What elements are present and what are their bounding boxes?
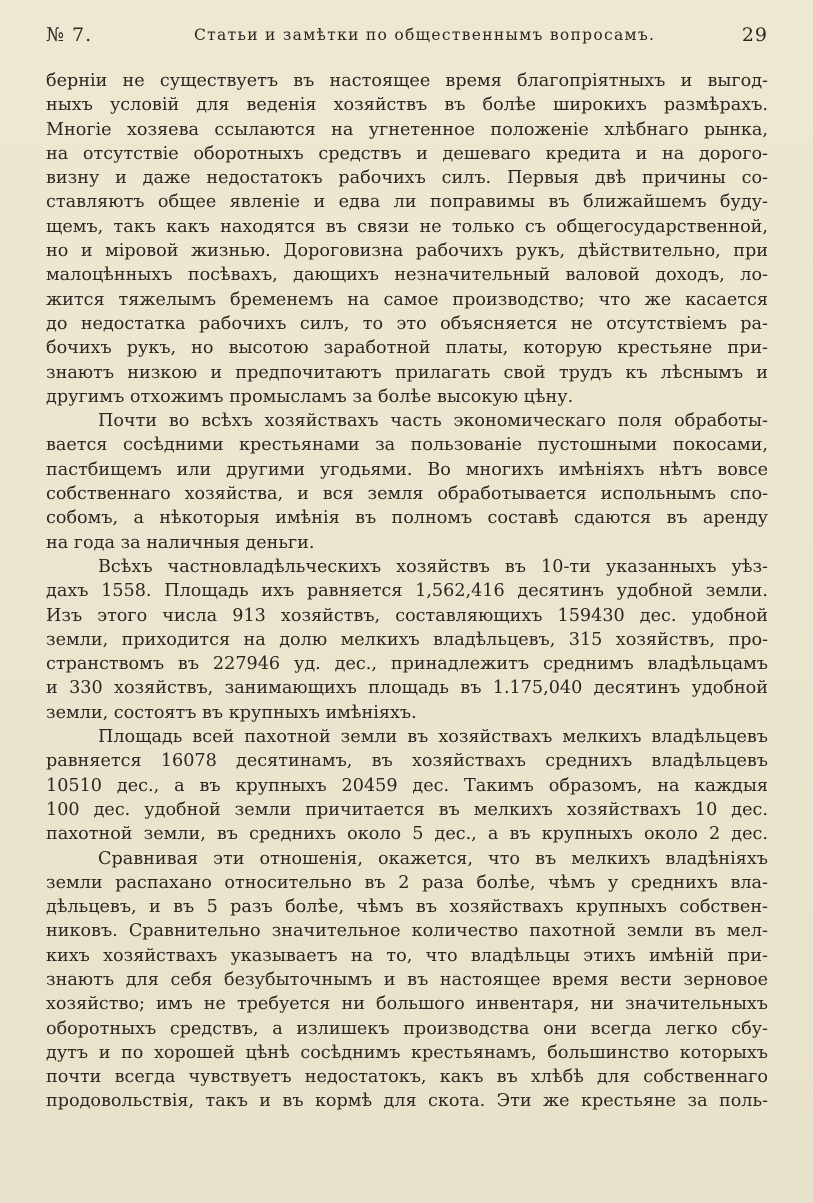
text-line: дѣльцевъ, и въ 5 разъ болѣе, чѣмъ въ хозяйствахъ крупныхъ собствен- (46, 897, 768, 918)
text-line: продовольствія, такъ и въ кормѣ для скота. Эти же крестьяне за поль- (46, 1091, 768, 1112)
text-line: земли распахано относительно въ 2 раза болѣе, чѣмъ у среднихъ вла- (46, 872, 768, 893)
text-line: оборотныхъ средствъ, а излишекъ производства они всегда легко сбу- (46, 1018, 768, 1039)
text-line: знаютъ низкою и предпочитаютъ прилагать свой трудъ къ лѣснымъ и (46, 362, 768, 383)
text-line: Площадь всей пахотной земли въ хозяйствахъ мелкихъ владѣльцевъ (98, 727, 768, 748)
text-line: но и міровой жизнью. Дороговизна рабочихъ рукъ, дѣйствительно, при (46, 241, 768, 262)
text-line: странствомъ въ 227946 уд. дес., принадлежитъ среднимъ владѣльцамъ (46, 654, 768, 675)
running-title: Статьи и замѣтки по общественнымъ вопросамъ. (194, 26, 656, 44)
text-line: и 330 хозяйствъ, занимающихъ площадь въ 1.175,040 десятинъ удобной (46, 678, 768, 699)
text-line: бочихъ рукъ, но высотою заработной платы, которую крестьяне при- (46, 338, 768, 359)
text-line: ныхъ условій для веденія хозяйствъ въ болѣе широкихъ размѣрахъ. (46, 95, 768, 116)
text-line: собственнаго хозяйства, и вся земля обработывается испольнымъ спо- (46, 484, 768, 505)
text-line: жится тяжелымъ бременемъ на самое производство; что же касается (46, 289, 768, 310)
text-line: дутъ и по хорошей цѣнѣ сосѣднимъ крестьянамъ, большинство которыхъ (46, 1042, 768, 1063)
text-line: вается сосѣдними крестьянами за пользованіе пустошными покосами, (46, 435, 768, 456)
text-line: земли, приходится на долю мелкихъ владѣльцевъ, 315 хозяйствъ, про- (46, 629, 768, 650)
text-line: 10510 дес., а въ крупныхъ 20459 дес. Такимъ образомъ, на каждыя (46, 775, 768, 796)
text-line: малоцѣнныхъ посѣвахъ, дающихъ незначительный валовой доходъ, ло- (46, 265, 768, 286)
text-line: Почти во всѣхъ хозяйствахъ часть экономическаго поля обработы- (98, 411, 768, 432)
text-line: визну и даже недостатокъ рабочихъ силъ. Первыя двѣ причины со- (46, 168, 768, 189)
text-line: на года за наличныя деньги. (46, 532, 315, 553)
text-line: пастбищемъ или другими угодьями. Во многихъ имѣніяхъ нѣтъ вовсе (46, 459, 768, 480)
text-line: Всѣхъ частновладѣльческихъ хозяйствъ въ 10-ти указанныхъ уѣз- (98, 556, 768, 577)
text-line: другимъ отхожимъ промысламъ за болѣе высокую цѣну. (46, 386, 574, 407)
text-line: собомъ, а нѣкоторыя имѣнія въ полномъ составѣ сдаются въ аренду (46, 508, 768, 529)
issue-number: № 7. (46, 24, 93, 46)
text-line: пахотной земли, въ среднихъ около 5 дес., а въ крупныхъ около 2 дес. (46, 824, 768, 845)
text-line: ставляютъ общее явленіе и едва ли поправимы въ ближайшемъ буду- (46, 192, 768, 213)
text-line: никовъ. Сравнительно значительное количество пахотной земли въ мел- (46, 921, 768, 942)
text-line: до недостатка рабочихъ силъ, то это объясняется не отсутствіемъ ра- (46, 313, 768, 334)
text-line: 100 дес. удобной земли причитается въ мелкихъ хозяйствахъ 10 дес. (46, 799, 768, 820)
page-number: 29 (741, 24, 768, 46)
text-line: хозяйство; имъ не требуется ни большого инвентаря, ни значительныхъ (46, 994, 768, 1015)
text-line: почти всегда чувствуетъ недостатокъ, какъ въ хлѣбѣ для собственнаго (46, 1067, 768, 1088)
text-line: кихъ хозяйствахъ указываетъ на то, что владѣльцы этихъ имѣній при- (46, 945, 768, 966)
text-line: щемъ, такъ какъ находятся въ связи не только съ общегосударственной, (46, 216, 768, 237)
page-header (46, 22, 768, 48)
body-text (46, 69, 768, 1114)
text-line: Изъ этого числа 913 хозяйствъ, составляющихъ 159430 дес. удобной (46, 605, 768, 626)
text-line: Многіе хозяева ссылаются на угнетенное положеніе хлѣбнаго рынка, (46, 119, 768, 140)
text-line: на отсутствіе оборотныхъ средствъ и дешеваго кредита и на дорого- (46, 143, 768, 164)
text-line: Сравнивая эти отношенія, окажется, что въ мелкихъ владѣніяхъ (98, 848, 768, 869)
text-line: равняется 16078 десятинамъ, въ хозяйствахъ среднихъ владѣльцевъ (46, 751, 768, 772)
text-line: знаютъ для себя безубыточнымъ и въ настоящее время вести зерновое (46, 969, 768, 990)
text-line: дахъ 1558. Площадь ихъ равняется 1,562,416 десятинъ удобной земли. (46, 581, 768, 602)
text-line: земли, состоятъ въ крупныхъ имѣніяхъ. (46, 702, 417, 723)
text-line: берніи не существуетъ въ настоящее время благопріятныхъ и выгод- (46, 71, 768, 91)
